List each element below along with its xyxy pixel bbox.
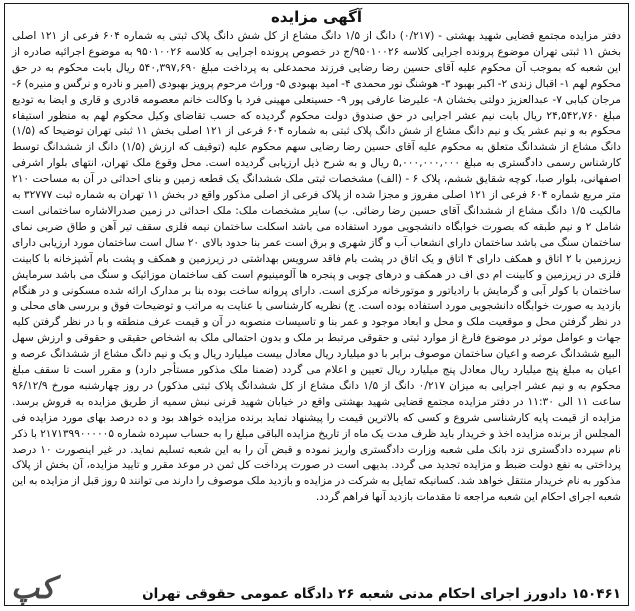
notice-footer (11, 571, 621, 606)
notice-body: دفتر مزایده مجتمع قضایی شهید بهشتی - (۰/۲۱۷) دانگ از ۱/۵ دانگ مشاع از کل شش دانگ پلاک ثبتی به شماره ۶۰۴ فرعی از ۱۲۱ اصلی بخش ۱۱ ثبتی تهران موضوع پرونده اجرایی کلاسه ۹۵۰۱۰۰۲۶/ج در خصوص پرونده اجرایی به کلاسه ۹۵۰۱۰۰۲۶ به موضوع اجرائیه صادره از این شعبه که بموجب آن محکوم علیه آقای حسین رضا رضایی فرزند محمدعلی به پرداخت مبلغ ۵۴۰,۳۹۷,۶۹۰ ریال بابت محکوم به در حق محکوم لهم ۱- اقبال زندی ۲- اکبر بهبود ۳- هوشنگ نور محمدی ۴- امید بهبودی ۵- وراث مرحوم پرویز بهبودی (امیر و نادره و نرگس و منیره) ۶- مرجان کبابی ۷- عبدالعزیز دولتی بخشان ۸- علیرضا عارفی پور ۹- حسینعلی مهینی فرد با وکالت خانم معصومه قادری و قاری و ایضا به تودیع مبلغ ۲۴,۵۴۲,۷۶۰ ریال بابت نیم عشر اجرایی در حق صندوق دولت محکوم گردیده که حسب تقاضای وکیل محکوم لهم به منظور استیفاء محکوم به و نیم عشر یک و نیم دانگ مشاع از شش دانگ پلاک ثبتی به شماره ۶۰۴ فرعی از ۱۲۱ اصلی بخش ۱۱ ثبتی تهران توضیحا که (۱/۵) دانگ مشاع از ششدانگ متعلق به محکوم علیه آقای حسین رضا رضایی سهم محکوم علیه (توقیف که ارزش (۱/۵) دانگ از ششدانگ توسط کارشناس رسمی دادگستری به مبلغ ۵,۰۰۰,۰۰۰,۰۰۰ ریال و به شرح ذیل ارزیابی گردیده است. محل وقوع ملک تهران، انتهای بلوار اشرفی اصفهانی، بلوار صبا، کوچه شقایق ششم، پلاک ۶ - (الف) مشخصات ثبتی ملک ششدانگ یک قطعه زمین و بنای احداثی در آن به مساحت ۲۱۰ متر مربع شماره ۶۰۴ فرعی از ۱۲۱ اصلی مفروز و مجزا شده از پلاک فرعی از اصلی مذکور واقع در بخش ۱۱ تهران به شماره ثبت ۳۲۷۷۷ به مالکیت ۱/۵ دانگ مشاع از ششدانگ آقای حسین رضا رضائی. ب) سایر مشخصات ملک: ملک احداثی در زمین صدرالاشاره ساختمانی است شامل ۲ و نیم طبقه که بصورت خوابگاه دانشجویی مورد استفاده می باشد اسکلت ساختمان نیمه فلزی سقف تیر آهن و طاق ضربی نمای ساختمان سنگ می باشد ساختمان دارای انشعاب آب و گاز شهری و برق است عمر بنا حدود بالای ۲۰ سال است ساختمان مورد ارزیابی دارای زیرزمین با ۲ اتاق و همکف دارای ۴ اتاق و یک اتاق در پشت بام فاقد سرویس بهداشتی در زیرزمین و همکف و پشت بام آشپزخانه با کابینت فلزی در زیرزمین و کابینت ام دی اف در همکف و درهای چوبی و پنجره ها آلومینیوم است کف ساختمان موزائیک و سنگ می باشد سرمایش ساختمان با کولر آبی و گرمایش با رادیاتور و موتورخانه مرکزی است. دارای پروانه ساخت بوده بنا بر مدارک ارائه شده مسکونی و در هنگام بازدید به صورت خوابگاه دانشجویی مورد استفاده بوده است. ج) نظریه کارشناسی با عنایت به مراتب و توضیحات فوق و بررسی های محلی و در نظر گرفتن محل و موقعیت ملک و محل و ابعاد موجود و عمر بنا و تاسیسات منصوبه در آن و قیمت عرف منطقه و با در نظر گرفتن کلیه جهات و عوامل موثر در موضوع فارغ از موارد ثبتی و حقوقی مرتبط بر ملک و بدون احتمالی ملک به اشخاص حقیقی و حقوقی و ارزش سهل البیع ششدانگ عرصه و اعیان ساختمان موصوف برابر با دو میلیارد ریال معادل بیست میلیارد ریال و یک و نیم دانگ مشاع از ششدانگ عرصه و اعیان به مبلغ پنج میلیارد ریال معادل پنج میلیارد ریال تعیین و اعلام می گردد (ضمنا ملک مذکور مستأجر دارد) و مقرر است تا سقف مبلغ محکوم به و نیم عشر اجرایی به میزان ۰/۲۱۷ دانگ از ۱/۵ دانگ مشاع از کل ششدانگ پلاک ثبتی مذکور) در روز چهارشنبه مورخ ۹۶/۱۲/۹ ساعت ۱۱ الی ۱۱:۳۰ در دفتر مزایده مجتمع قضایی شهید بهشتی واقع در خیابان شهید قرنی نبش سمیه از طریق مزایده به فروش برسد. مزایده از قیمت پایه کارشناسی شروع و کسی که بالاترین قیمت را پیشنهاد نماید برنده مزایده خواهد بود و ده درصد بهای مورد مزایده فی المجلس از برنده مزایده اخذ و خریدار باید ظرف مدت یک ماه از تاریخ مزایده الباقی مبلغ را به حساب سپرده شماره ۲۱۷۱۳۹۹۰۰۰۰۰۵ با ذکر نام سپرده دادگستری نزد بانک ملی شعبه وزارت دادگستری واریز نموده و قبض آن را به این شعبه تسلیم نماید. در غیر اینصورت ۱۰ درصد پرداختی به نفع دولت ضبط و مزایده تجدید می گردد. بدیهی است در صورت پرداخت کل ثمن در موعد مقرر و تایید مزایده، آن بخش از پلاک مذکور به نام خریدار منتقل خواهد شد. کسانیکه تمایل به شرکت در مزایده و بازدید ملک موصوف را دارند می توانند ۵ روز قبل از مزایده به این شعبه اجرای احکام این شعبه مراجعه تا مقدمات بازدید آنها فراهم گردد. (12, 30, 622, 504)
watermark-logo: کپ (11, 571, 55, 606)
auction-notice (4, 3, 629, 606)
notice-title: آگهی مزایده (270, 8, 363, 26)
notice-signature: ۱۵۰۴۶۱ دادورز اجرای احکام مدنی شعبه ۲۶ دادگاه عمومی حقوقی تهران (142, 586, 621, 602)
